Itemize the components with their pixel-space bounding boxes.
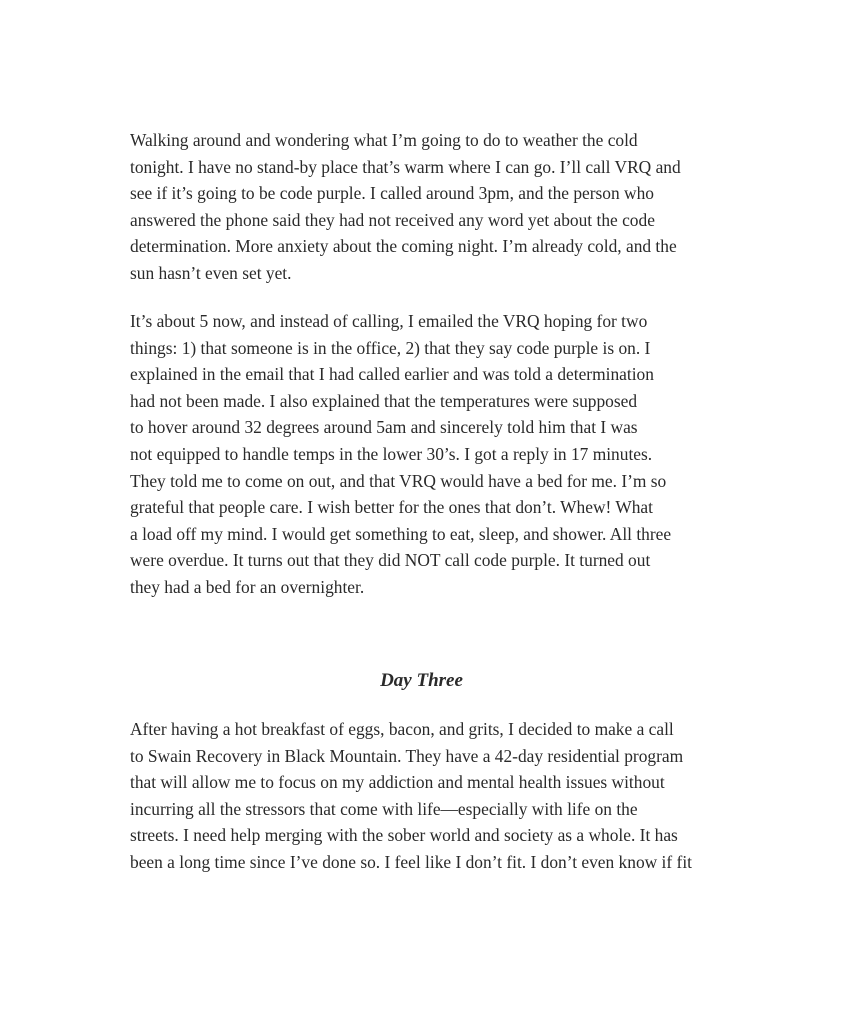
text-line: answered the phone said they had not received any word yet about the code [130, 209, 655, 230]
text-line: streets. I need help merging with the sober world and society as a whole. It has [130, 825, 678, 846]
text-line: not equipped to handle temps in the lower 30’s. I got a reply in 17 minutes. [130, 443, 653, 464]
text-line: determination. More anxiety about the coming night. I’m already cold, and the [130, 236, 677, 257]
paragraph-3 [130, 716, 712, 876]
section-heading: Day Three [380, 670, 463, 691]
text-line: grateful that people care. I wish better for the ones that don’t. Whew! What [130, 497, 653, 518]
text-line: see if it’s going to be code purple. I called around 3pm, and the person who [130, 183, 654, 204]
text-line: Walking around and wondering what I’m going to do to weather the cold [130, 130, 638, 150]
text-line: to Swain Recovery in Black Mountain. They have a 42-day residential program [130, 745, 684, 766]
text-line: had not been made. I also explained that the temperatures were supposed [130, 390, 638, 411]
text-line: were overdue. It turns out that they did NOT call code purple. It turned out [130, 550, 651, 571]
paragraph-1 [130, 127, 712, 287]
text-line: to hover around 32 degrees around 5am and sincerely told him that I was [130, 417, 638, 438]
text-line: things: 1) that someone is in the office, 2) that they say code purple is on. I [130, 337, 651, 358]
text-line: they had a bed for an overnighter. [130, 576, 365, 597]
text-line: explained in the email that I had called earlier and was told a determination [130, 364, 654, 385]
text-line: It’s about 5 now, and instead of calling, I emailed the VRQ hoping for two [130, 311, 648, 331]
text-line: After having a hot breakfast of eggs, bacon, and grits, I decided to make a call [130, 719, 674, 739]
paragraph-2 [130, 308, 712, 601]
text-line: a load off my mind. I would get something to eat, sleep, and shower. All three [130, 523, 672, 544]
text-line: sun hasn’t even set yet. [130, 262, 292, 283]
text-line: been a long time since I’ve done so. I feel like I don’t fit. I don’t even know if fit [130, 851, 692, 872]
text-line: They told me to come on out, and that VRQ would have a bed for me. I’m so [130, 470, 667, 491]
text-line: tonight. I have no stand-by place that’s warm where I can go. I’ll call VRQ and [130, 156, 681, 177]
text-line: that will allow me to focus on my addiction and mental health issues without [130, 772, 665, 793]
text-line: incurring all the stressors that come with life—especially with life on the [130, 798, 638, 819]
